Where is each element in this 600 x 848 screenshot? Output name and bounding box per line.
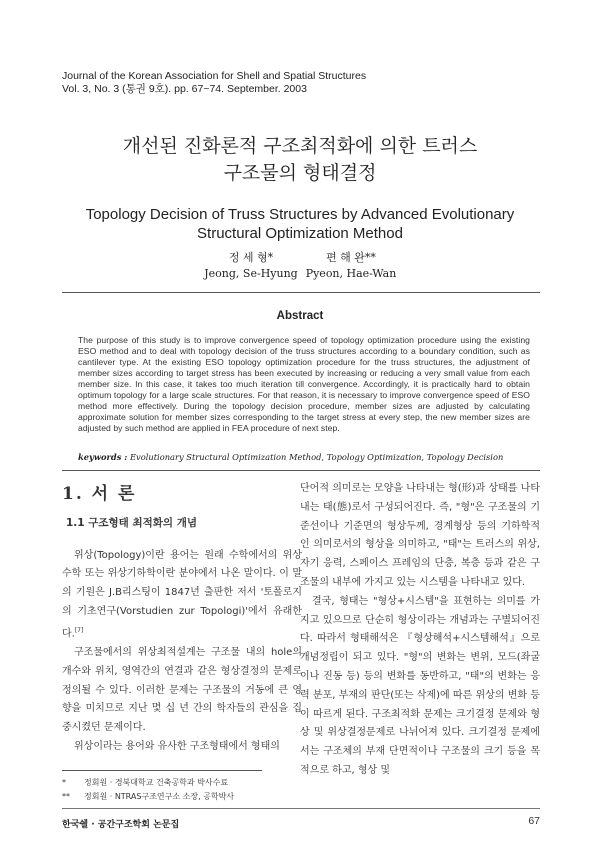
footnote-1 [62, 776, 234, 790]
english-title [0, 205, 600, 243]
footnotes [62, 776, 234, 804]
footer-journal-name: 한국쉘 · 공간구조학회 논문집 [62, 820, 180, 830]
left-paragraph-1-text: 위상(Topology)이란 용어는 원래 수학에서의 위상수학 또는 위상기하학이란 분야에서 나온 말이다. 이 말의 기원은 J.B리스팅이 1847년 출판한 저서 '토폴로지의 기초연구(Vorstudien zur Topologi)'에서 유래한다. [62, 549, 302, 640]
page-number: 67 [528, 815, 540, 827]
footnote-2 [62, 790, 234, 804]
keywords-label: keywords : [78, 452, 128, 462]
english-title-line2: Structural Optimization Method [197, 225, 403, 242]
section-heading: 1. 서 론 [62, 484, 137, 504]
author-2 [281, 250, 421, 282]
divider-top [62, 292, 540, 293]
keywords-list: Evolutionary Structural Optimization Method, Topology Optimization, Topology Decision [129, 452, 504, 462]
reference-mark: [7] [74, 626, 84, 634]
abstract-text: The purpose of this study is to improve convergence speed of topology optimization procedure using the existing ESO method and to deal with topology decision of the truss structures according to a boundary condition, such as cantilever type. At the existing ESO topology optimization procedure for the truss structures, the adjustment of member sizes according to target stress has been executed by increasing or reducing a very small value from each member size. In this case, it takes too much iteration till convergence. Accordingly, it is practically hard to obtain optimum topology for a large scale structures. For that reason, it is necessary to improve convergence speed of ESO method more effectively. During the topology decision procedure, member sizes are adjusted by calculating approximate solution for member sizes corresponding to the target stress at every step, the new member sizes are adjusted by such method are applied in FEA procedure of next step. [78, 335, 530, 433]
author-2-korean: 편 해 완** [326, 251, 376, 264]
right-paragraph-2: 결국, 형태는 "형상+시스템"을 표현하는 의미를 가지고 있으므로 단순히 형상이라는 개념과는 구별되어진다. 따라서 형태해석은 『형상해석+시스템해석』으로 개념정립이 되고 있다. "형"의 변화는 변위, 모드(좌굴이나 진동 등) 등의 변화를 동반하고, "태"의 변화는 응력 분포, 부재의 판단(또는 삭제)에 따른 위상의 변화 등이 따르게 된다. 구조최적화 문제는 크기결정 문제와 형상 및 위상결정문제로 나뉘어져 있다. 크기결정 문제에서는 구조체의 부재 단면적이나 구조물의 크기 등을 목적으로 하고, 형상 및 [300, 595, 540, 776]
left-column [62, 480, 302, 757]
divider-abstract [62, 470, 540, 471]
journal-name: Journal of the Korean Association for Shell and Spatial Structures [62, 70, 367, 82]
footnote-divider [62, 770, 262, 771]
korean-title-line1: 개선된 진화론적 구조최적화에 의한 트러스 [122, 135, 478, 157]
footnote-2-mark: ** [62, 792, 70, 801]
left-paragraph-3: 위상이라는 용어와 유사한 구조형태에서 형태의 [74, 740, 280, 752]
left-paragraph-1 [62, 547, 302, 644]
divider-footer [62, 808, 540, 809]
right-paragraph-1: 단어적 의미로는 모양을 나타내는 형(形)과 상태를 나타내는 태(態)로서 구성되어진다. 즉, "형"은 구조물의 기준선이나 기준면의 형상두께, 경계형상 등의 기하학적인 의미로서의 형상을 의미하고, "태"는 트러스의 위상, 자기 응력, 스페이스 프레임의 단층, 복층 등과 같은 구조물의 내부에 가지고 있는 시스템을 나타내고 있다. [300, 483, 540, 588]
author-1-korean: 정 세 형* [228, 251, 274, 264]
journal-issue: Vol. 3, No. 3 (통권 9호). pp. 67~74. September. 2003 [62, 83, 307, 95]
footnote-1-text: 정회원 · 경북대학교 건축공학과 박사수료 [84, 778, 229, 787]
korean-title-line2: 구조물의 형태결정 [223, 162, 377, 184]
author-1-english: Jeong, Se-Hyung [204, 267, 298, 280]
korean-title [0, 133, 600, 187]
author-2-english: Pyeon, Hae-Wan [305, 267, 397, 280]
english-title-line1: Topology Decision of Truss Structures by Advanced Evolutionary [85, 206, 515, 223]
keywords [78, 452, 503, 462]
abstract-heading: Abstract [276, 310, 324, 322]
footnote-1-mark: * [62, 778, 66, 787]
footnote-2-text: 정회원 · NTRAS구조연구소 소장, 공학박사 [84, 792, 235, 801]
left-paragraph-2: 구조물에서의 위상최적설계는 구조물 내의 hole의 개수와 위치, 영역간의 연결과 같은 형상결정의 문제로 정의될 수 있다. 이러한 문제는 구조물의 거동에 큰 영향을 미치므로 지난 몇 십 년 간의 학자들의 관심을 집중시켰던 문제이다. [62, 646, 302, 734]
subsection-heading: 1.1 구조형태 최적화의 개념 [66, 516, 197, 529]
journal-header [62, 70, 366, 96]
right-column [300, 480, 540, 781]
